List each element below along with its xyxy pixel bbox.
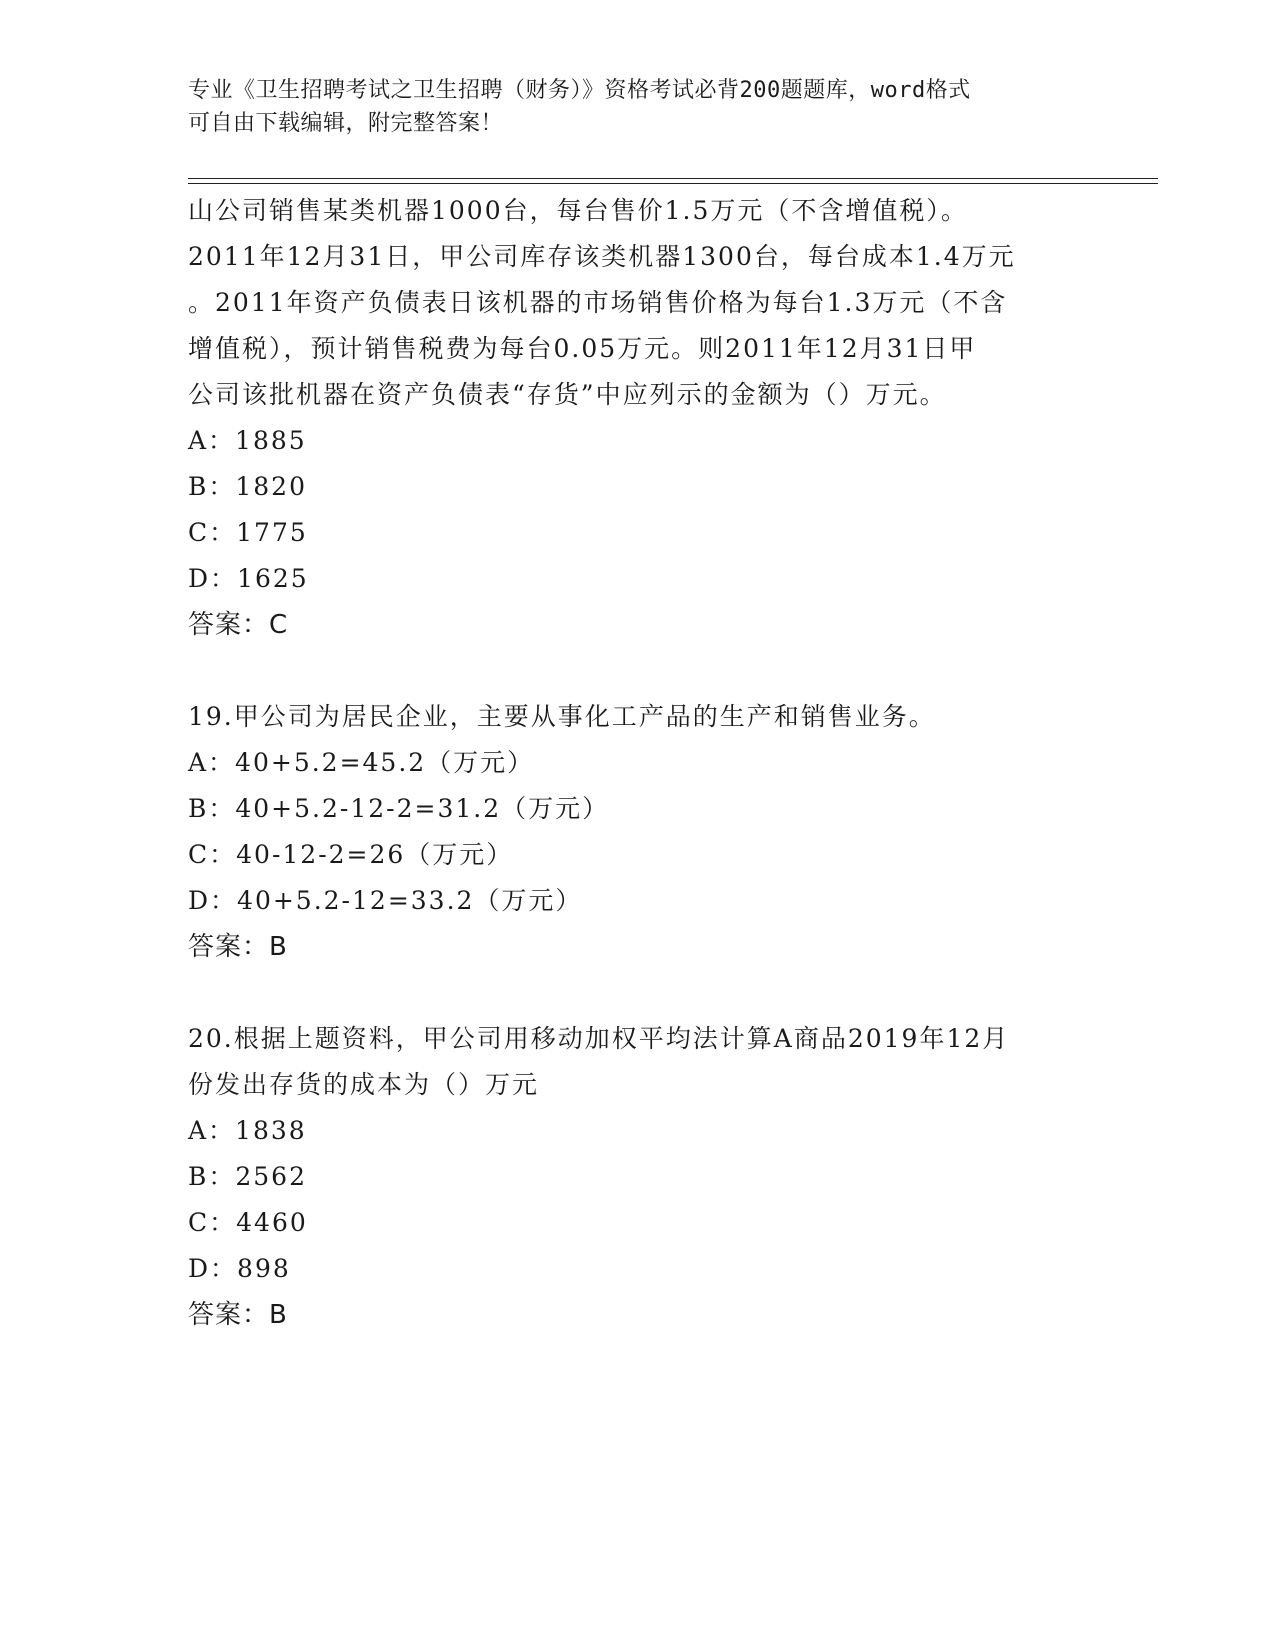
document-body <box>188 188 1088 1338</box>
question-stem-line: 公司该批机器在资产负债表“存货”中应列示的金额为（）万元。 <box>188 380 947 409</box>
option-c: C：40-12-2=26（万元） <box>188 840 514 869</box>
option-b: B：40+5.2-12-2=31.2（万元） <box>188 794 610 823</box>
header-divider-top <box>188 178 1158 179</box>
document-header <box>188 74 1088 140</box>
option-a: A：1885 <box>188 426 307 455</box>
question-stem-line: 。2011年资产负债表日该机器的市场销售价格为每台1.3万元（不含 <box>188 288 1008 317</box>
option-d: D：40+5.2-12=33.2（万元） <box>188 886 583 915</box>
answer-line: 答案：B <box>188 932 288 962</box>
question-stem-line: 份发出存货的成本为（）万元 <box>188 1070 540 1099</box>
header-line-1: 专业《卫生招聘考试之卫生招聘（财务）》资格考试必背200题题库，word格式 <box>188 78 971 103</box>
question-18 <box>188 188 1088 648</box>
question-stem-line: 增值税），预计销售税费为每台0.05万元。则2011年12月31日甲 <box>188 334 977 363</box>
question-19 <box>188 694 1088 970</box>
option-b: B：2562 <box>188 1162 307 1191</box>
option-d: D：1625 <box>188 564 309 593</box>
option-c: C：4460 <box>188 1208 308 1237</box>
question-stem-line: 2011年12月31日，甲公司库存该类机器1300台，每台成本1.4万元 <box>188 242 1016 271</box>
answer-line: 答案：C <box>188 610 289 640</box>
header-divider-bottom <box>188 183 1158 184</box>
question-spacer <box>188 970 1088 1016</box>
question-20 <box>188 1016 1088 1338</box>
question-stem-line: 20.根据上题资料，甲公司用移动加权平均法计算A商品2019年12月 <box>188 1024 1010 1053</box>
question-stem-line: 19.甲公司为居民企业，主要从事化工产品的生产和销售业务。 <box>188 702 936 731</box>
question-stem-line: 山公司销售某类机器1000台，每台售价1.5万元（不含增值税）。 <box>188 196 968 225</box>
option-d: D：898 <box>188 1254 291 1283</box>
header-line-2: 可自由下载编辑，附完整答案！ <box>188 111 504 136</box>
question-spacer <box>188 648 1088 694</box>
answer-line: 答案：B <box>188 1300 288 1330</box>
option-c: C：1775 <box>188 518 308 547</box>
option-a: A：40+5.2=45.2（万元） <box>188 748 535 777</box>
option-a: A：1838 <box>188 1116 307 1145</box>
option-b: B：1820 <box>188 472 307 501</box>
